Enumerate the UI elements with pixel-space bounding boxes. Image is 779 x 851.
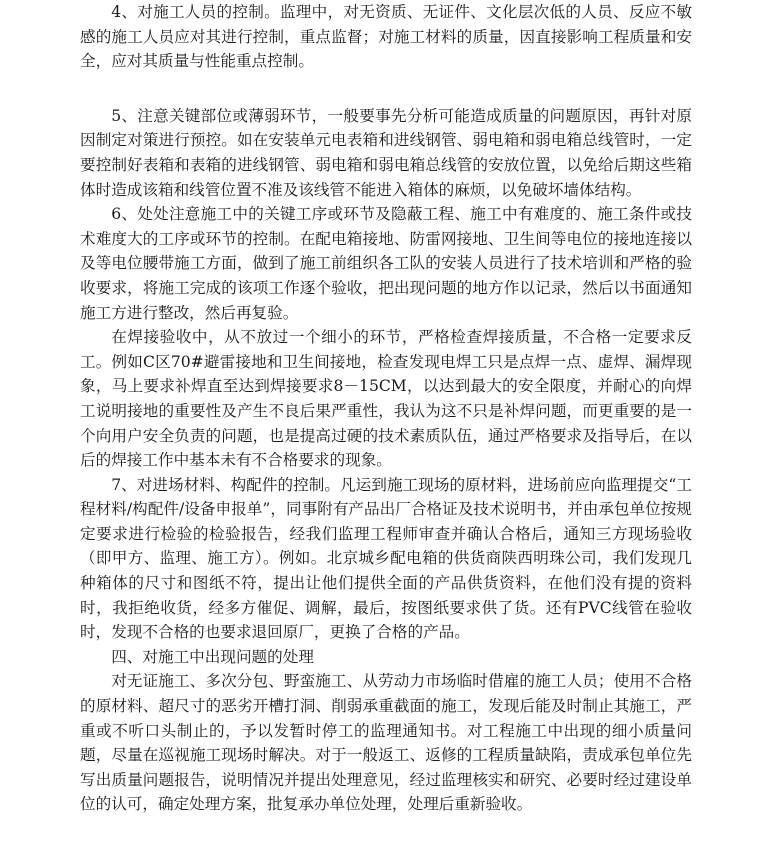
paragraph-item-4: 4、对施工人员的控制。监理中，对无资质、无证件、文化层次低的人员、反应不敏感的施工人员应对其进行控制，重点监督；对施工材料的质量，因直接影响工程质量和安全，应对其质量与性能重点控制。 bbox=[80, 3, 692, 71]
paragraph-item-7: 7、对进场材料、构配件的控制。凡运到施工现场的原材料，进场前应向监理提交“工程材料/构配件/设备申报单”，同事附有产品出厂合格证及技术说明书，并由承包单位按规定要求进行检验的检验报告，经我们监理工程师审查并确认合格后，通知三方现场验收（即甲方、监理、施工方）。例如。北京城乡配电箱的供货商陕西明珠公司，我们发现几种箱体的尺寸和图纸不符，提出让他们提供全面的产品供货资料，在他们没有提的资料时，我拒绝收货，经多方催促、调解，最后，按图纸要求供了货。还有PVC线管在验收时，发现不合格的也要求退回原厂，更换了合格的产品。 bbox=[80, 475, 692, 642]
paragraph-spacer bbox=[80, 74, 692, 104]
paragraph-item-5: 5、注意关键部位或薄弱环节，一般要事先分析可能造成质量的问题原因，再针对原因制定对策进行预控。如在安装单元电表箱和进线钢管、弱电箱和弱电箱总线管时，一定要控制好表箱和表箱的进线钢管、弱电箱和弱电箱总线管的安放位置，以免给后期这些箱体时造成该箱和线管位置不准及该线管不能进入箱体的麻烦，以免破坏墙体结构。 bbox=[80, 106, 692, 199]
paragraph-welding: 在焊接验收中，从不放过一个细小的环节，严格检查焊接质量，不合格一定要求反工。例如C区70#避雷接地和卫生间接地，检查发现电焊工只是点焊一点、虚焊、漏焊现象，马上要求补焊直至达到焊接要求8－15CM，以达到最大的安全限度，并耐心的向焊工说明接地的重要性及产生不良后果严重性，我认为这不只是补焊问题，而更重要的是一个向用户安全负责的问题，也是提高过硬的技术素质队伍，通过严格要求及指导后，在以后的焊接工作中基本未有不合格要求的现象。 bbox=[80, 328, 692, 470]
document-page bbox=[80, 0, 692, 817]
paragraph-problem-handling: 对无证施工、多次分包、野蛮施工、从劳动力市场临时借雇的施工人员；使用不合格的原材料、超尺寸的恶劣开槽打洞、削弱承重截面的施工，发现后能及时制止其施工，严重或不听口头制止的，予以发暂时停工的监理通知书。对工程施工中出现的细小质量问题，尽量在巡视施工现场时解决。对于一般返工、返修的工程质量缺陷，责成承包单位先写出质量问题报告，说明情况并提出处理意见，经过监理核实和研究、必要时经过建设单位的认可，确定处理方案，批复承办单位处理，处理后重新验收。 bbox=[80, 672, 692, 814]
paragraph-item-6: 6、处处注意施工中的关键工序或环节及隐蔽工程、施工中有难度的、施工条件或技术难度大的工序或环节的控制。在配电箱接地、防雷网接地、卫生间等电位的接地连接以及等电位腰带施工方面，做到了施工前组织各工队的安装人员进行了技术培训和严格的验收要求，将施工完成的该项工作逐个验收，把出现问题的地方作以记录，然后以书面通知施工方进行整改，然后再复验。 bbox=[80, 205, 692, 322]
section-heading-4: 四、对施工中出现问题的处理 bbox=[111, 647, 314, 666]
